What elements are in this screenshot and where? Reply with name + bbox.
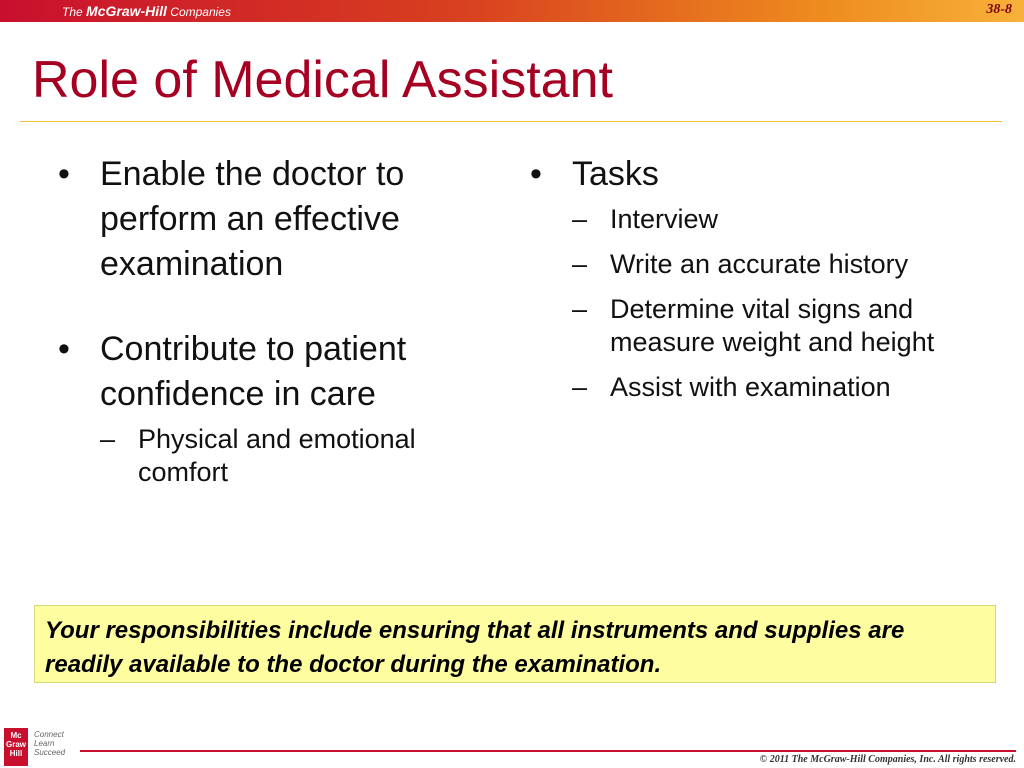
brand-suffix: Companies [170,5,231,19]
title-divider [20,121,1002,122]
left-column [58,152,488,489]
callout-box [34,605,996,683]
tagline-line: Succeed [34,748,66,757]
bullet-item: • Contribute to patient confidence in care [58,327,488,417]
tagline [34,730,65,757]
slide-number: 38-8 [986,2,1012,17]
sub-item: – Physical and emotional comfort [100,423,488,489]
footer-divider [80,750,1016,752]
brand-wordmark [62,3,231,19]
bullet-item: • Tasks [530,152,970,197]
header-bar [0,0,1024,22]
sub-item: – Interview [572,203,970,236]
sub-item: – Assist with examination [572,371,970,404]
logo-line: Hill [9,749,23,758]
right-column [530,152,970,404]
callout-text: Your responsibilities include ensuring that all instruments and supplies are readily available to the doctor during the examination. [45,617,905,678]
logo-line: Graw [5,740,26,749]
copyright-notice: © 2011 The McGraw-Hill Companies, Inc. All rights reserved. [759,754,1016,765]
slide-title: Role of Medical Assistant [32,51,613,109]
sub-item: – Write an accurate history [572,248,970,281]
brand-prefix: The [62,5,83,19]
brand-name: McGraw-Hill [86,3,167,19]
tagline-line: Connect [34,730,64,739]
sub-list [100,423,488,489]
mcgraw-hill-logo [4,728,28,766]
bullet-item: • Enable the doctor to perform an effective examination [58,152,488,287]
sub-list [572,203,970,404]
logo-line: Mc [10,731,22,740]
sub-item: – Determine vital signs and measure weight and height [572,293,970,359]
tagline-line: Learn [34,739,55,748]
